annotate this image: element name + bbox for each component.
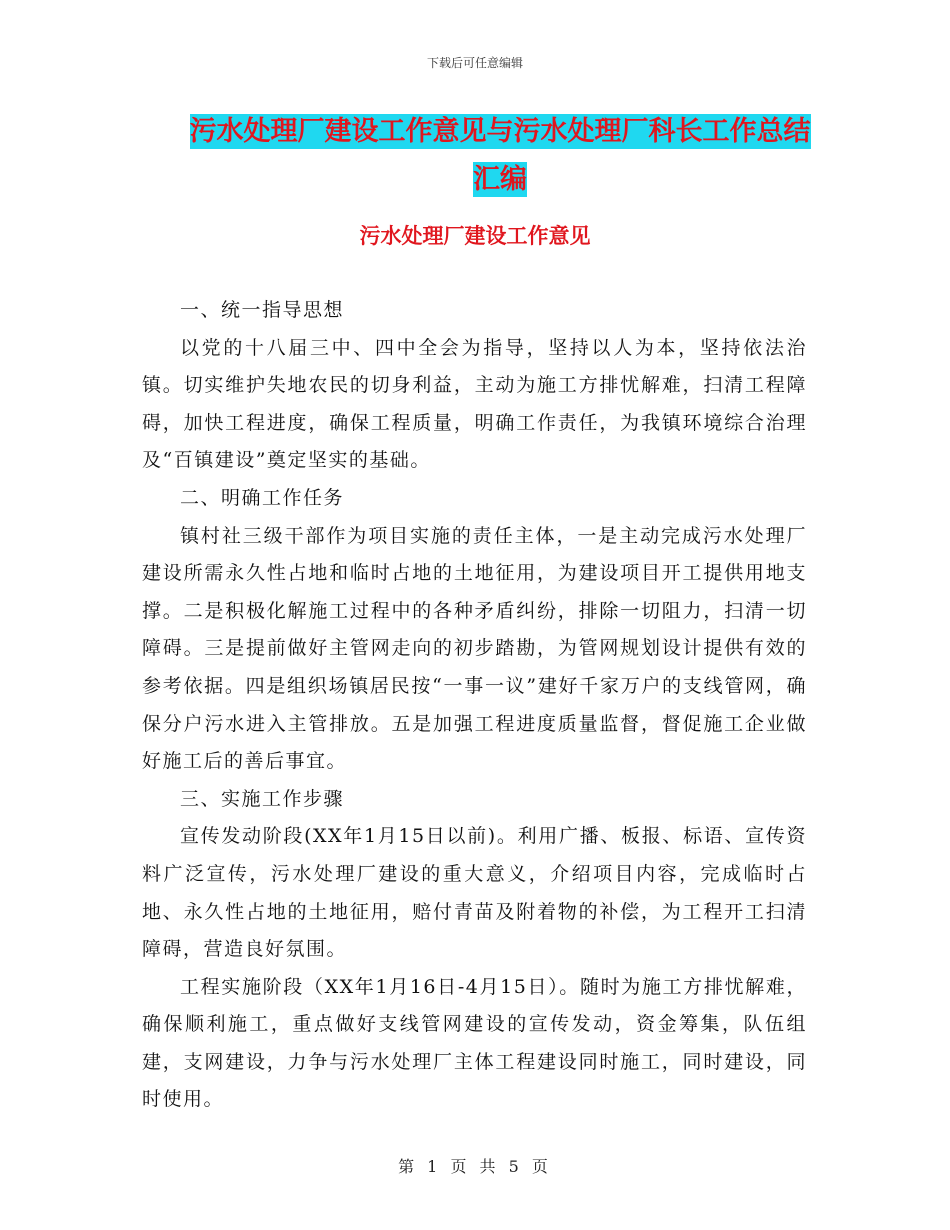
paragraph-work-tasks: 镇村社三级干部作为项目实施的责任主体，一是主动完成污水处理厂建设所需永久性占地和临时占地的土地征用，为建设项目开工提供用地支撑。二是积极化解施工过程中的各种矛盾纠纷，排除一切阻力，扫清一切障碍。三是提前做好主管网走向的初步踏勘，为管网规划设计提供有效的参考依据。四是组织场镇居民按“一事一议”建好千家万户的支线管网，确保分户污水进入主管排放。五是加强工程进度质量监督，督促施工企业做好施工后的善后事宜。	[142, 524, 807, 773]
heading-implementation-steps: 三、实施工作步骤	[180, 787, 345, 810]
paragraph-implementation-stage: 工程实施阶段（XX年1月16日-4月15日）。随时为施工方排忧解难，确保顺利施工，重点做好支线管网建设的宣传发动，资金筹集，队伍组建，支网建设，力争与污水处理厂主体工程建设同时施工，同时建设，同时使用。	[142, 975, 807, 1111]
paragraph-publicity-stage: 宣传发动阶段(XX年1月15日以前)。利用广播、板报、标语、宣传资料广泛宣传，污水处理厂建设的重大意义，介绍项目内容，完成临时占地、永久性占地的土地征用，赔付青苗及附着物的补偿，为工程开工扫清障碍，营造良好氛围。	[142, 825, 807, 961]
header-note: 下载后可任意编辑	[426, 56, 523, 70]
document-title-line-2: 汇编	[473, 164, 527, 195]
heading-work-tasks: 二、明确工作任务	[180, 486, 345, 509]
document-title	[160, 108, 840, 204]
heading-guiding-ideology: 一、统一指导思想	[180, 299, 345, 321]
body-text	[142, 292, 807, 1119]
paragraph-guiding-ideology: 以党的十八届三中、四中全会为指导，坚持以人为本，坚持依法治镇。切实维护失地农民的切身利益，主动为施工方排忧解难，扫清工程障碍，加快工程进度，确保工程质量，明确工作责任，为我镇环境综合治理及“百镇建设”奠定坚实的基础。	[142, 336, 807, 472]
section-title: 污水处理厂建设工作意见	[359, 224, 591, 248]
page-footer: 第 1 页 共 5 页	[398, 1157, 552, 1176]
document-title-line-1: 污水处理厂建设工作意见与污水处理厂科长工作总结	[189, 116, 811, 147]
